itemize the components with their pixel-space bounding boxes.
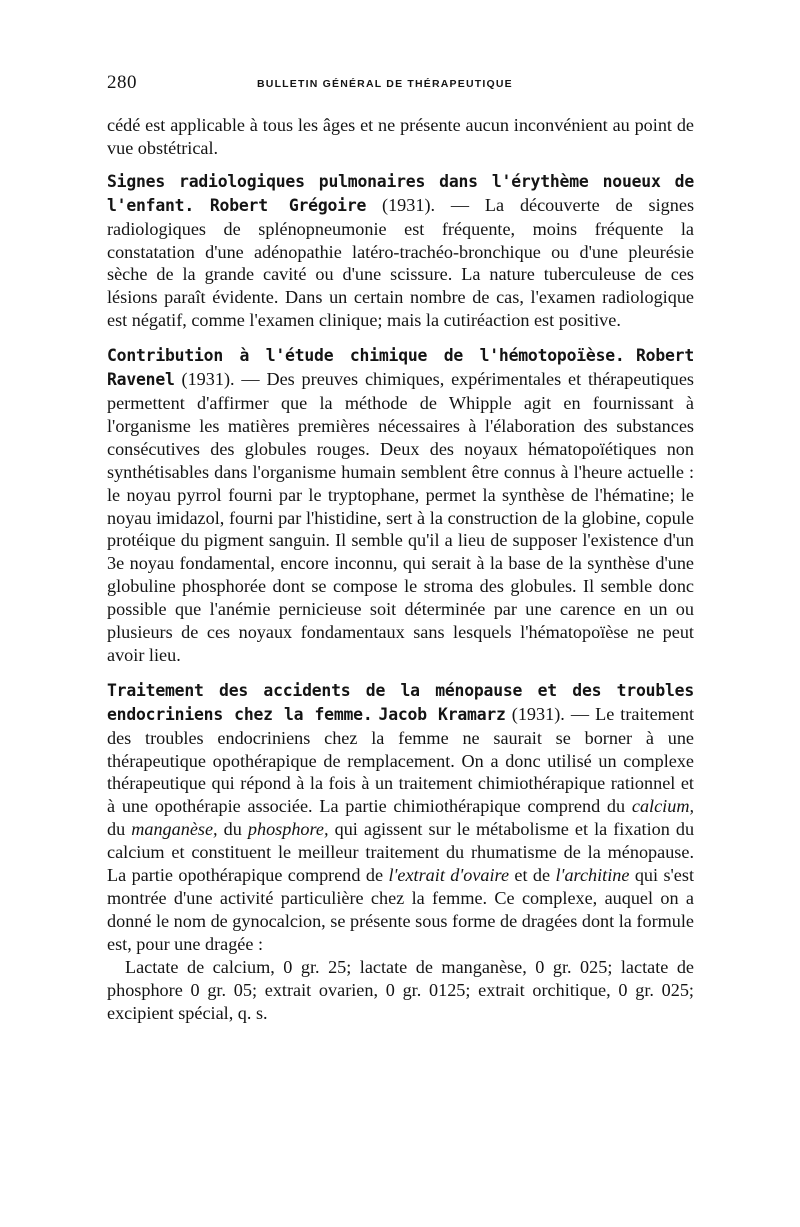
italic-term: l'extrait d'ovaire (388, 865, 510, 886)
italic-term: calcium, (631, 796, 695, 817)
article-paragraph (107, 170, 694, 332)
article-year: (1931). (511, 703, 565, 724)
article-paragraph (107, 344, 694, 667)
article-body-part: — Le traitement des troubles endocriniens chez la femme ne saurait se borner à une thérapeutique opothérapique de remplacement. On a donc utilisé un complexe thérapeutique qui répond à la fois à un traitement chimiothérapique rationnel et à une opothérapie associée. La partie chimiothérapique comprend du (107, 703, 695, 817)
article-year: (1931). (181, 369, 235, 390)
article-paragraph (107, 679, 694, 956)
article-author: Robert Ravenel (107, 346, 694, 390)
article-author: Jacob Kramarz (378, 704, 506, 724)
article-year: (1931). (382, 194, 436, 215)
article-menopause (107, 679, 694, 1025)
running-header (107, 70, 694, 100)
article-hemotopoiese (107, 344, 694, 667)
article-body-part: qui agissent sur le métabolisme et la fixation du calcium et constituent le meilleur traitement du rhumatisme de la ménopause. La partie opothérapique comprend de (107, 819, 695, 886)
article-erytheme-noueux (107, 170, 694, 332)
article-heading: Signes radiologiques pulmonaires dans l'érythème noueux de l'enfant. (107, 171, 694, 215)
article-body-part: et de (514, 865, 551, 886)
journal-title: BULLETIN GÉNÉRAL DE THÉRAPEUTIQUE (257, 78, 513, 90)
article-body-part: qui s'est montrée d'une activité particulière chez la femme. Ce complexe, auquel on a donné le nom de gynocalcion, se présente sous forme de dragées dont la formule est, pour une dragée : (107, 865, 695, 954)
article-body-part: du (107, 819, 126, 840)
continuation-paragraph: cédé est applicable à tous les âges et ne présente aucun inconvénient au point de vue obstétrical. (107, 115, 694, 158)
article-body: — Des preuves chimiques, expérimentales et thérapeutiques permettent d'affirmer que la méthode de Whipple agit en fournissant à l'organisme les matières premières nécessaires à l'élaboration des substances consécutives des globules rouges. Deux des noyaux hématopoïétiques non synthétisables dans l'organisme humain semblent être connus à l'heure actuelle : le noyau pyrrol fourni par le tryptophane, permet la synthèse de l'hématine; le noyau imidazol, fourni par l'histidine, sert à la construction de la globine, copule protéique du pigment sanguin. Il semble qu'il a lieu de supposer l'existence d'un 3e noyau fondamental, encore inconnu, qui serait à la base de la synthèse d'une globuline phosphorée dont se compose le stroma des globules. Il semble donc possible que l'anémie pernicieuse soit déterminée par une carence en un ou plusieurs de ces noyaux fondamentaux sans lesquels l'hématopoïèse ne peut avoir lieu. (107, 369, 695, 665)
italic-term: l'architine (555, 865, 630, 886)
article-body-part: du (223, 819, 242, 840)
article-heading: Contribution à l'étude chimique de l'hémotopoïèse. (107, 346, 625, 366)
article-body: — La découverte de signes radiologiques de splénopneumonie est fréquente, moins fréquente la constatation d'une adénopathie latéro-trachéo-bronchique ou d'une pleurésie sèche de la grande cavité ou d'une scissure. La nature tuberculeuse de ces lésions paraît évidente. Dans un certain nombre de cas, l'examen radiologique est négatif, comme l'examen clinique; mais la cutiréaction est positive. (107, 194, 695, 331)
italic-term: manganèse, (131, 819, 218, 840)
article-author: Robert Grégoire (209, 195, 367, 215)
journal-page (107, 70, 694, 1024)
page-number: 280 (107, 72, 137, 93)
article-heading: Traitement des accidents de la ménopause et des troubles endocriniens chez la femme. (107, 680, 694, 724)
dragee-formula: Lactate de calcium, 0 gr. 25; lactate de manganèse, 0 gr. 025; lactate de phosphore 0 gr. 05; extrait ovarien, 0 gr. 0125; extrait orchitique, 0 gr. 025; excipient spécial, q. s. (107, 956, 694, 1023)
italic-term: phosphore, (247, 819, 329, 840)
